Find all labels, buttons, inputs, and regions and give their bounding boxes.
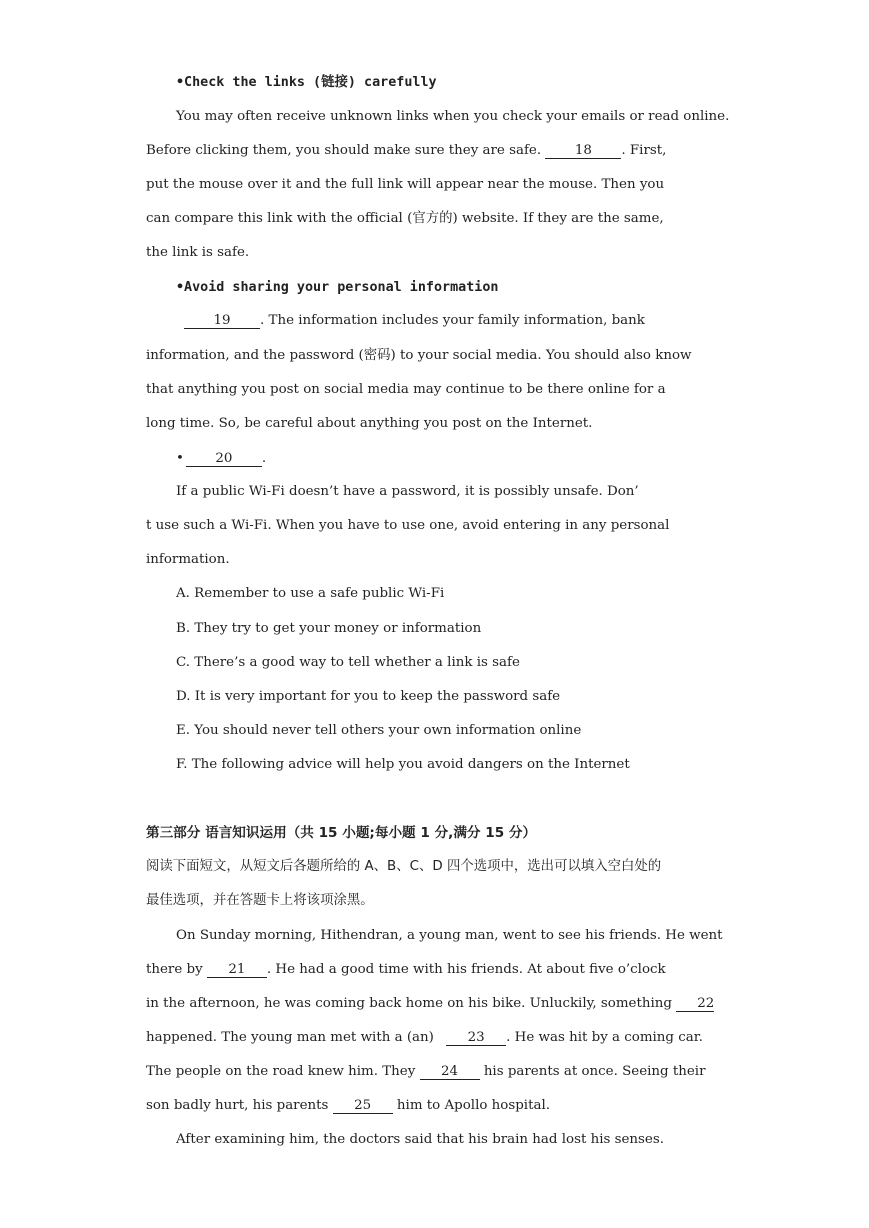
bullet: • [176,451,184,466]
text-segment: The people on the road knew him. They [146,1064,416,1079]
passage-line [146,995,714,1013]
option-a: A. Remember to use a safe public Wi-Fi [176,586,445,601]
option-b: B. They try to get your money or information [176,621,482,636]
blank-20[interactable]: 20 [186,451,262,467]
text-segment: Before clicking them, you should make sure they are safe. [146,143,542,158]
option-c: C. There’s a good way to tell whether a link is safe [176,655,520,670]
text-segment: . First, [621,143,667,158]
instruction-line: 最佳选项，并在答题卡上将该项涂黑。 [146,893,374,908]
paragraph-line: that anything you post on social media may continue to be there online for a [146,382,666,397]
text-segment: . He was hit by a coming car. [506,1030,703,1045]
paragraph-line: information, and the password (密码) to your social media. You should also know [146,348,692,363]
paragraph-line: information. [146,552,230,567]
paragraph-line: If a public Wi-Fi doesn’t have a password, it is possibly unsafe. Don’ [176,484,639,499]
option-d: D. It is very important for you to keep the password safe [176,689,561,704]
paragraph-line [146,142,666,160]
passage-line [146,1097,550,1115]
paragraph-line [176,450,266,468]
passage-line [146,1029,703,1047]
text-segment: his parents at once. Seeing their [483,1064,706,1079]
passage-line [146,1063,705,1081]
section-heading-links: •Check the links (链接) carefully [176,75,437,90]
part-title: 第三部分 语言知识运用（共 15 小题;每小题 1 分,满分 15 分） [146,825,537,841]
blank-19[interactable]: 19 [184,313,260,329]
paragraph-line: long time. So, be careful about anything you post on the Internet. [146,416,593,431]
instruction-line: 阅读下面短文，从短文后各题所给的 A、B、C、D 四个选项中，选出可以填入空白处的 [146,859,662,874]
text-segment: him to Apollo hospital. [396,1098,550,1113]
paragraph-line: t use such a Wi-Fi. When you have to use one, avoid entering in any personal [146,518,670,533]
text-segment: son badly hurt, his parents [146,1098,329,1113]
blank-25[interactable]: 25 [333,1098,393,1114]
passage-line: After examining him, the doctors said that his brain had lost his senses. [176,1132,664,1147]
passage-line: On Sunday morning, Hithendran, a young man, went to see his friends. He went [176,928,723,943]
section-heading-personal-info: •Avoid sharing your personal information [176,280,499,295]
blank-18[interactable]: 18 [545,143,621,159]
paragraph-line: put the mouse over it and the full link will appear near the mouse. Then you [146,177,665,192]
text-segment: there by [146,962,203,977]
option-f: F. The following advice will help you avoid dangers on the Internet [176,757,630,772]
blank-23[interactable]: 23 [446,1030,506,1046]
paragraph-line [184,312,645,330]
option-e: E. You should never tell others your own information online [176,723,582,738]
text-segment: . [261,451,267,466]
text-segment: in the afternoon, he was coming back home on his bike. Unluckily, something [146,996,672,1011]
paragraph-line: the link is safe. [146,245,250,260]
blank-21[interactable]: 21 [207,962,267,978]
text-segment: . He had a good time with his friends. At about five o’clock [266,962,666,977]
text-segment: happened. The young man met with a (an) [146,1030,434,1045]
blank-22[interactable]: 22 [676,996,714,1012]
passage-line [146,961,666,979]
text-segment: . The information includes your family information, bank [260,313,645,328]
paragraph-line: can compare this link with the official (官方的) website. If they are the same, [146,211,664,226]
paragraph-line: You may often receive unknown links when you check your emails or read online. [176,109,730,124]
blank-24[interactable]: 24 [420,1064,480,1080]
